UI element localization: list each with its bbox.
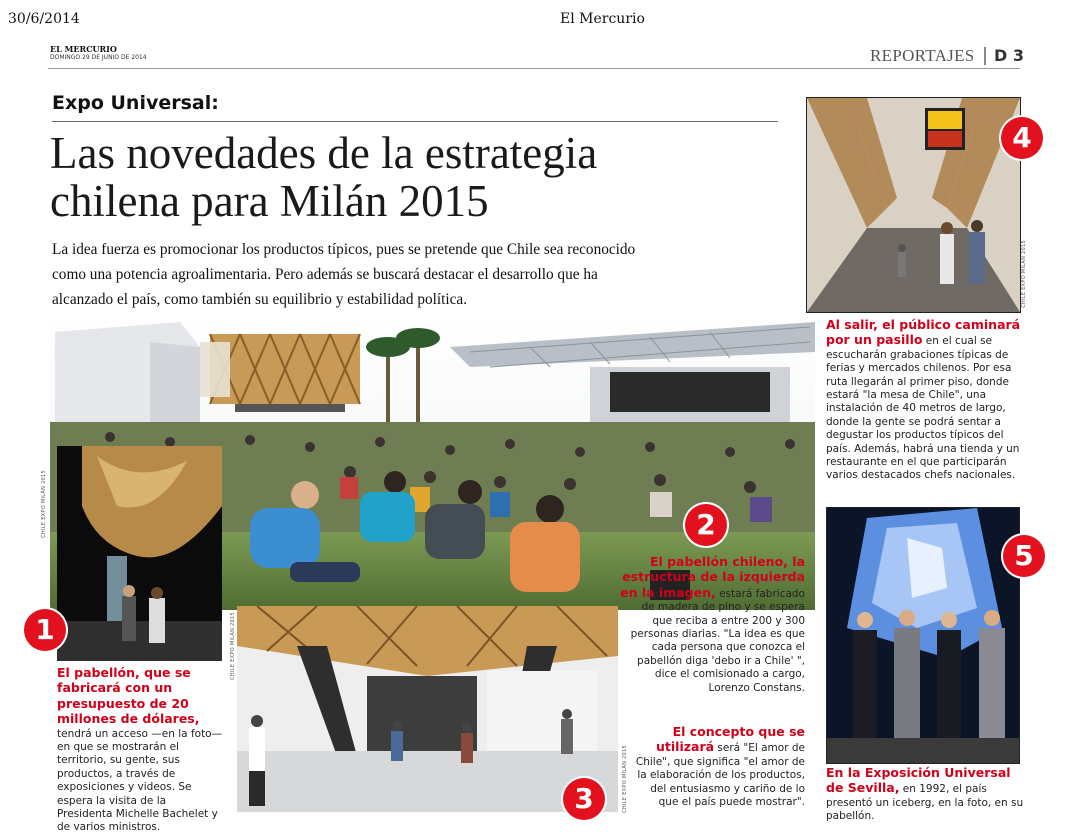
lead-line2: como una potencia agroalimentaria. Pero además se buscará destacar el desarrollo que ha (52, 266, 598, 283)
caption-5-highlight: En la Exposición Universal de Sevilla, (826, 765, 1011, 796)
section-name: REPORTAJES (870, 46, 975, 65)
lead-line1: La idea fuerza es promocionar los productos típicos, pues se pretende que Chile sea reconocido (52, 241, 636, 258)
caption-2-text: estará fabricado de madera de pino y se espera que reciba a entre 200 y 300 personas diarias. "La idea es que cada persona que conozca el pabellón diga 'debo ir a Chile' ", dice el comisionado a cargo, Lorenzo Constans. (630, 587, 805, 694)
badge-1: 1 (24, 609, 66, 651)
headline-line1: Las novedades de la estrategia (50, 128, 598, 178)
photo-credit: CHILE EXPO MILÁN 2015 (41, 470, 47, 538)
badge-5: 5 (1003, 535, 1045, 577)
caption-4 (826, 318, 1021, 483)
badge-2: 2 (685, 504, 727, 546)
caption-4-text: en el cual se escucharán grabaciones típicas de ferias y mercados chilenos. Por esa ruta llegarán al primer piso, donde estará "la mesa de Chile", una instalación de 40 metros de largo, donde la gente se podrá sentar a degustar los productos típicos del país. Además, habrá una tienda y un restaurante en el que participarán varios destacados chefs nacionales. (826, 335, 1020, 482)
masthead-dateline: DOMINGO 29 DE JUNIO DE 2014 (50, 54, 147, 61)
caption-4-highlight: Al salir, el público caminará por un pasillo (826, 317, 1021, 348)
viewer-title: El Mercurio (560, 11, 645, 27)
headline-line2: chilena para Milán 2015 (50, 176, 489, 226)
photo-access-tunnel (57, 446, 222, 661)
kicker: Expo Universal: (52, 92, 219, 114)
caption-3-text: será "El amor de Chile", que significa "el amor de la elaboración de los productos, del entusiasmo y cariño de lo que el país puede mostrar". (635, 742, 805, 809)
caption-3-highlight: El concepto que se utilizará (656, 724, 805, 755)
page-number: D 3 (994, 46, 1024, 65)
photo-exit-corridor (806, 97, 1021, 313)
caption-1 (57, 666, 224, 835)
photo-credit: CHILE EXPO MILÁN 2015 (622, 745, 628, 813)
kicker-rule (52, 121, 778, 122)
section-divider (984, 47, 986, 65)
viewer-date: 30/6/2014 (8, 11, 80, 27)
caption-2 (620, 555, 805, 695)
caption-1-text: tendrá un acceso —en la foto— en que se mostrarán el territorio, su gente, sus productos, a través de exposiciones y videos. Se espera la visita de la Presidenta Michelle Bachelet y de varios ministros. (57, 727, 223, 834)
photo-credit: CHILE EXPO MILÁN 2015 (1021, 240, 1027, 308)
masthead-paper: EL MERCURIO (50, 44, 117, 54)
lead-line3: alcanzado el país, como también su equilibrio y estabilidad política. (52, 291, 468, 308)
caption-2-highlight: El pabellón chileno, la estructura de la izquierda en la imagen, (620, 554, 805, 600)
masthead-rule (48, 68, 1020, 69)
caption-5-text: en 1992, el país presentó un iceberg, en la foto, en su pabellón. (826, 783, 1024, 823)
photo-iceberg-sevilla (826, 507, 1020, 764)
caption-1-highlight: El pabellón, que se fabricará con un presupuesto de 20 millones de dólares, (57, 665, 200, 727)
badge-4: 4 (1001, 117, 1043, 159)
photo-credit: CHILE EXPO MILÁN 2015 (230, 612, 236, 680)
photo-pavilion-interior (237, 606, 618, 812)
caption-5 (826, 766, 1026, 824)
caption-3 (630, 725, 805, 809)
badge-3: 3 (563, 778, 605, 820)
